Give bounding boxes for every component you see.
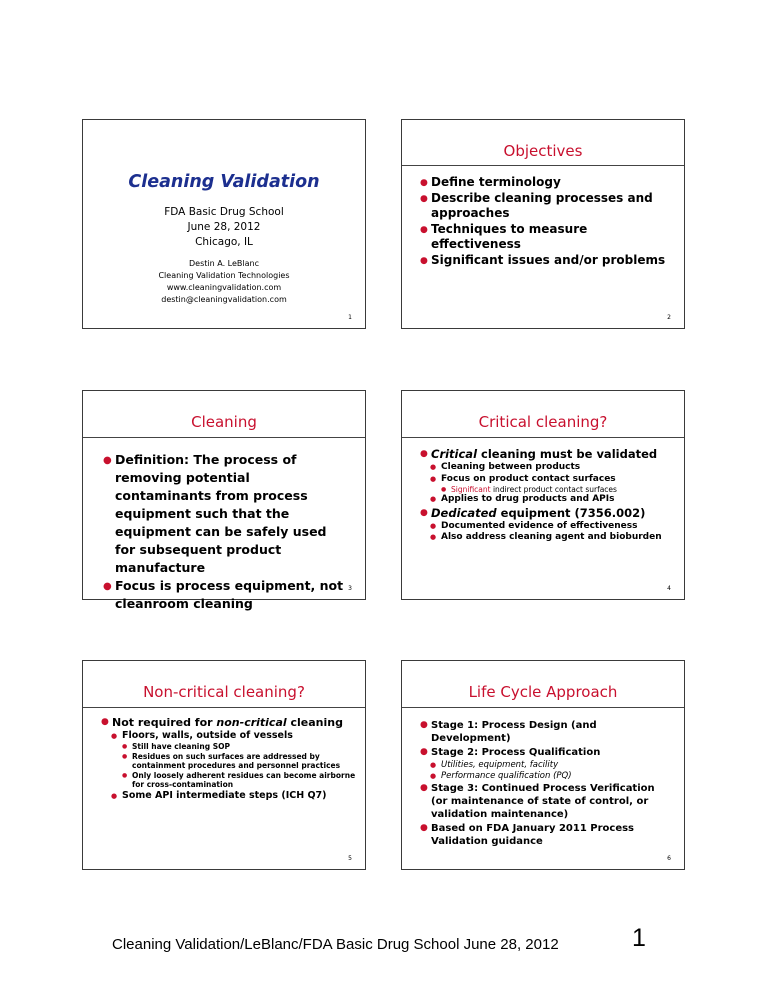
list-item: ● Definition: The process of removing potential contaminants from process equipment such that the equipment can be safely used for subsequent product manufacture [103, 452, 327, 575]
bullet-dot-icon: ● [430, 474, 437, 483]
slide-number: 6 [667, 855, 671, 862]
bullet-dot-icon: ● [111, 791, 118, 800]
bullet-dot-icon: ● [420, 720, 428, 730]
bullet-dot-icon: ● [420, 783, 428, 793]
list-item: ● Based on FDA January 2011 Process Validation guidance [420, 823, 635, 847]
list-item: ● Stage 3: Continued Process Verification (or maintenance of state of control, or validation maintenance) [420, 783, 655, 820]
list-item: ● Residues on such surfaces are addressed by containment procedures and personnel practices [122, 751, 341, 770]
slide-number: 1 [348, 314, 352, 321]
list-item: ● Focus on product contact surfaces [430, 473, 616, 484]
title-divider [83, 707, 365, 708]
list-item: ● Dedicated equipment (7356.002) [420, 505, 646, 520]
page-number: 1 [632, 924, 646, 952]
list-item: ● Applies to drug products and APIs [430, 494, 615, 504]
slide-title: Cleaning [191, 413, 257, 431]
bullet-dot-icon: ● [420, 193, 428, 204]
slide-number: 4 [667, 585, 671, 592]
list-item: ● Documented evidence of effectiveness [430, 520, 638, 531]
list-item: ● Only loosely adherent residues can become airborne for cross-contamination [122, 770, 356, 789]
slide-6 [401, 660, 685, 870]
slide-number: 2 [667, 314, 671, 321]
bullet-dot-icon: ● [441, 486, 447, 493]
list-item: ● Stage 2: Process Qualification [420, 747, 601, 758]
bullet-dot-icon: ● [420, 507, 428, 518]
slide-title: Critical cleaning? [478, 413, 608, 431]
author-company: Cleaning Validation Technologies [158, 271, 290, 280]
author-name: Destin A. LeBlanc [189, 259, 259, 268]
bullet-dot-icon: ● [420, 224, 428, 235]
bullet-dot-icon: ● [420, 823, 428, 833]
bullet-dot-icon: ● [122, 771, 128, 779]
slide-title: Non-critical cleaning? [143, 683, 305, 701]
title-divider [83, 437, 365, 438]
list-item: ● Cleaning between products [430, 462, 581, 472]
bullet-dot-icon: ● [111, 732, 118, 740]
author-website: www.cleaningvalidation.com [166, 283, 282, 292]
bullet-list [420, 719, 672, 849]
bullet-dot-icon: ● [430, 463, 437, 471]
slide-1 [82, 119, 366, 329]
list-item: ● Techniques to measure effectiveness [420, 221, 588, 251]
page-footer: Cleaning Validation/LeBlanc/FDA Basic Drug School June 28, 2012 [112, 936, 559, 953]
bullet-list [103, 451, 347, 613]
list-item: ● Not required for non-critical cleaning [101, 716, 343, 729]
bullet-dot-icon: ● [430, 761, 437, 769]
title-divider [402, 707, 684, 708]
bullet-dot-icon: ● [122, 743, 128, 750]
slide-title: Objectives [503, 142, 583, 160]
bullet-dot-icon: ● [430, 772, 437, 780]
list-item: ● Significant issues and/or problems [420, 253, 674, 269]
event-date: June 28, 2012 [187, 221, 261, 233]
slide-3 [82, 390, 366, 611]
event-info [83, 205, 365, 250]
title-divider [402, 165, 684, 166]
bullet-dot-icon: ● [430, 495, 437, 503]
bullet-dot-icon: ● [420, 747, 428, 757]
slide-number: 5 [348, 855, 352, 862]
bullet-dot-icon: ● [420, 449, 428, 459]
bullet-dot-icon: ● [122, 752, 128, 760]
list-item: ● Also address cleaning agent and bioburden [430, 532, 662, 542]
list-item: ● Utilities, equipment, facility [430, 760, 559, 770]
bullet-dot-icon: ● [101, 717, 109, 727]
list-item: ● Critical cleaning must be validated [420, 447, 658, 461]
list-item: ● Describe cleaning processes and approaches [420, 190, 653, 220]
author-info [83, 258, 365, 306]
list-item: ● Some API intermediate steps (ICH Q7) [111, 789, 327, 801]
list-item: ● Focus is process equipment, not cleanroom cleaning [103, 578, 344, 611]
bullet-dot-icon: ● [430, 521, 437, 530]
list-item: ● Define terminology [420, 175, 674, 191]
bullet-list [101, 716, 357, 802]
bullet-dot-icon: ● [103, 455, 112, 466]
title-divider [402, 437, 684, 438]
list-item: ● Performance qualification (PQ) [430, 771, 572, 781]
bullet-list [420, 447, 676, 544]
list-item: ● Significant indirect product contact surfaces [441, 485, 617, 494]
slide-number: 3 [348, 585, 352, 592]
slide-5 [82, 660, 366, 870]
author-email: destin@cleaningvalidation.com [161, 295, 287, 304]
slide-title: Life Cycle Approach [468, 683, 618, 701]
slide-4 [401, 390, 685, 600]
bullet-dot-icon: ● [103, 581, 112, 592]
bullet-list [420, 175, 674, 268]
bullet-dot-icon: ● [430, 533, 437, 541]
slide-2 [401, 119, 685, 329]
event-name: FDA Basic Drug School [164, 206, 284, 218]
bullet-dot-icon: ● [420, 255, 428, 266]
list-item: ● Stage 1: Process Design (and Development) [420, 720, 597, 744]
list-item: ● Still have cleaning SOP [122, 742, 230, 751]
event-location: Chicago, IL [195, 236, 253, 248]
list-item: ● Floors, walls, outside of vessels [111, 730, 293, 741]
bullet-dot-icon: ● [420, 178, 428, 188]
slide-title: Cleaning Validation [128, 172, 320, 192]
